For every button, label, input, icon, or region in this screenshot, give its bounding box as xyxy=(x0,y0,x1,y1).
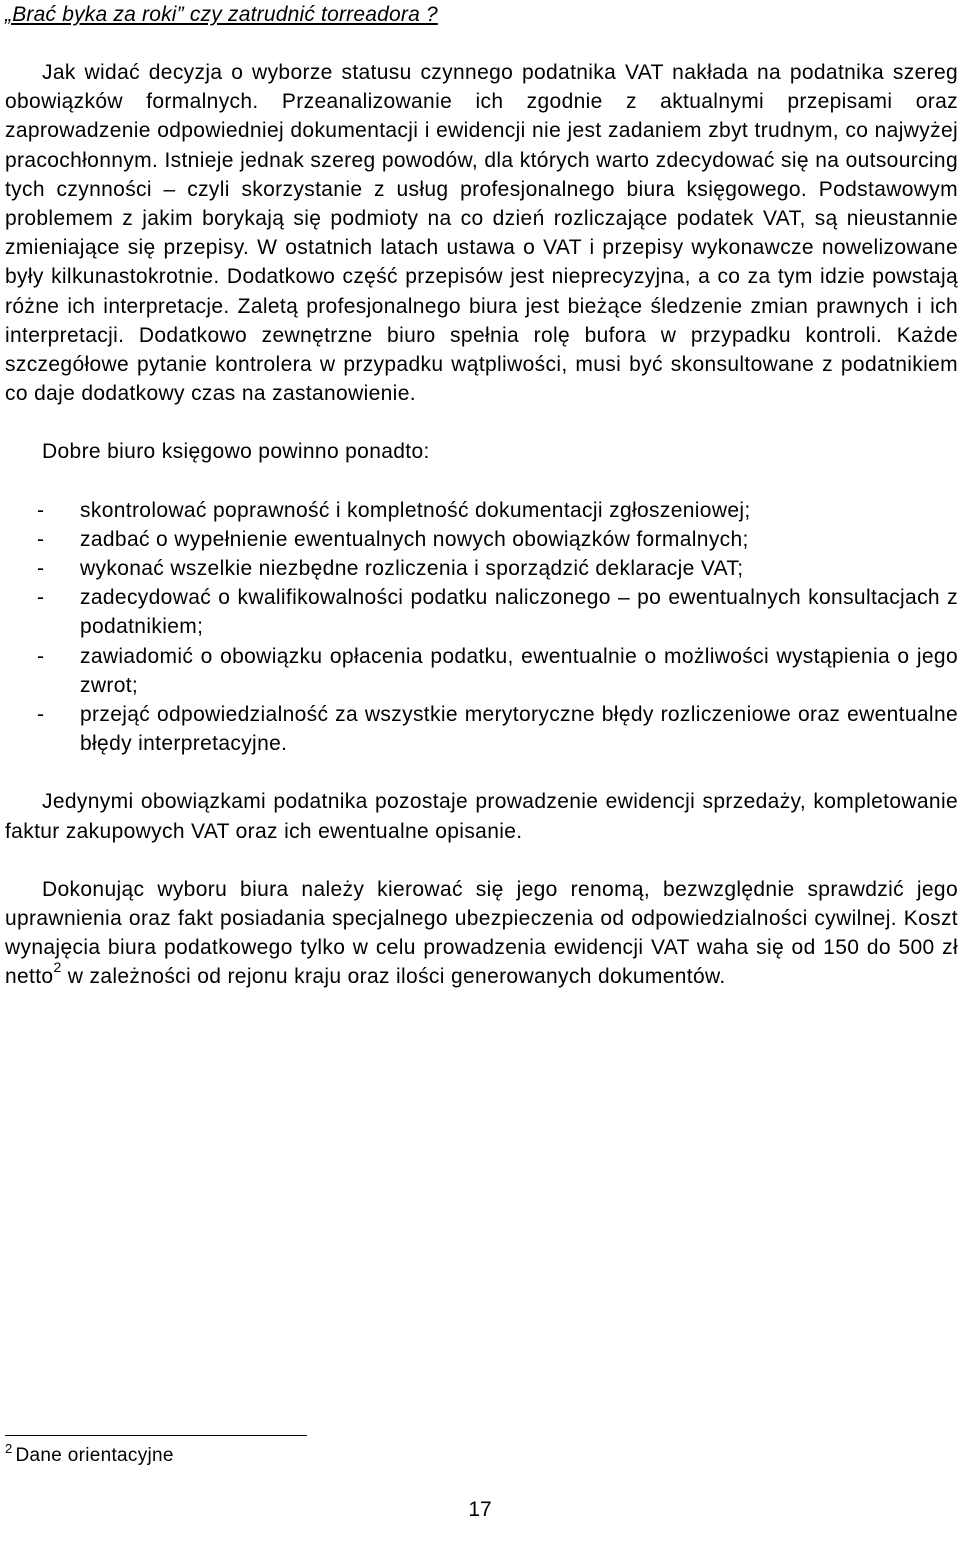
list-dash: - xyxy=(37,557,45,581)
paragraph-taxpayer-duties: Jedynymi obowiązkami podatnika pozostaje prowadzenie ewidencji sprzedaży, kompletowanie faktur zakupowych VAT oraz ich ewentualne opisanie. xyxy=(5,790,958,843)
footnote-mark: 2 xyxy=(5,1441,13,1456)
document-page xyxy=(5,0,958,992)
page-number: 17 xyxy=(468,1498,492,1521)
list-item-text: skontrolować poprawność i kompletność dokumentacji zgłoszeniowej; xyxy=(80,498,751,522)
list-intro: Dobre biuro księgowo powinno ponadto: xyxy=(42,440,430,464)
footnote-text: Dane orientacyjne xyxy=(15,1445,174,1466)
list-item-text: zadbać o wypełnienie ewentualnych nowych obowiązków formalnych; xyxy=(80,527,749,551)
list-item xyxy=(5,642,958,700)
list-dash: - xyxy=(37,586,45,610)
paragraph-office-choice-tail: w zależności od rejonu kraju oraz ilości generowanych dokumentów. xyxy=(61,965,726,989)
list-item xyxy=(5,525,958,554)
list-dash: - xyxy=(37,703,45,727)
duties-list xyxy=(5,496,958,759)
list-item xyxy=(5,496,958,525)
footnote-reference[interactable]: 2 xyxy=(53,959,62,976)
list-item-text: przejąć odpowiedzialność za wszystkie merytoryczne błędy rozliczeniowe oraz ewentualne błędy interpretacyjne. xyxy=(80,703,958,756)
list-item-text: wykonać wszelkie niezbędne rozliczenia i sporządzić deklaracje VAT; xyxy=(80,557,744,581)
paragraph-office-choice-main: Dokonując wyboru biura należy kierować się jego renomą, bezwzględnie sprawdzić jego uprawnienia oraz fakt posiadania specjalnego ubezpieczenia od odpowiedzialności cywilnej. Koszt wynajęcia biura podatkowego tylko w celu prowadzenia ewidencji VAT waha się od 150 do 500 zł netto xyxy=(5,877,958,989)
section-heading: „Brać byka za roki” czy zatrudnić torreadora ? xyxy=(5,3,438,26)
paragraph-office-choice xyxy=(5,875,958,992)
footnote xyxy=(5,1441,174,1469)
list-item-text: zadecydować o kwalifikowalności podatku naliczonego – po ewentualnych konsultacjach z podatnikiem; xyxy=(80,586,958,639)
list-item xyxy=(5,583,958,641)
footnote-separator xyxy=(5,1435,307,1436)
list-dash: - xyxy=(37,644,45,668)
list-dash: - xyxy=(37,527,45,551)
list-dash: - xyxy=(37,498,45,522)
list-item-text: zawiadomić o obowiązku opłacenia podatku, ewentualnie o możliwości wystąpienia o jego zwrot; xyxy=(80,644,958,697)
list-item xyxy=(5,554,958,583)
list-item xyxy=(5,700,958,758)
paragraph-vat-obligations: Jak widać decyzja o wyborze statusu czynnego podatnika VAT nakłada na podatnika szereg obowiązków formalnych. Przeanalizowanie ich zgodnie z aktualnymi przepisami oraz zaprowadzenie odpowiedniej dokumentacji i ewidencji nie jest zadaniem zbyt trudnym, co najwyżej pracochłonnym. Istnieje jednak szereg powodów, dla których warto zdecydować się na outsourcing tych czynności – czyli skorzystanie z usług profesjonalnego biura księgowego. Podstawowym problemem z jakim borykają się podmioty na co dzień rozliczające podatek VAT, są nieustannie zmieniające się przepisy. W ostatnich latach ustawa o VAT i przepisy wykonawcze nowelizowane były kilkunastokrotnie. Dodatkowo część przepisów jest nieprecyzyjna, a co za tym idzie powstają różne ich interpretacje. Zaletą profesjonalnego biura jest bieżące śledzenie zmian prawnych i ich interpretacji. Dodatkowo zewnętrzne biuro spełnia rolę bufora w przypadku kontroli. Każde szczegółowe pytanie kontrolera w przypadku wątpliwości, musi być skonsultowane z podatnikiem co daje dodatkowy czas na zastanowienie. xyxy=(5,61,958,406)
